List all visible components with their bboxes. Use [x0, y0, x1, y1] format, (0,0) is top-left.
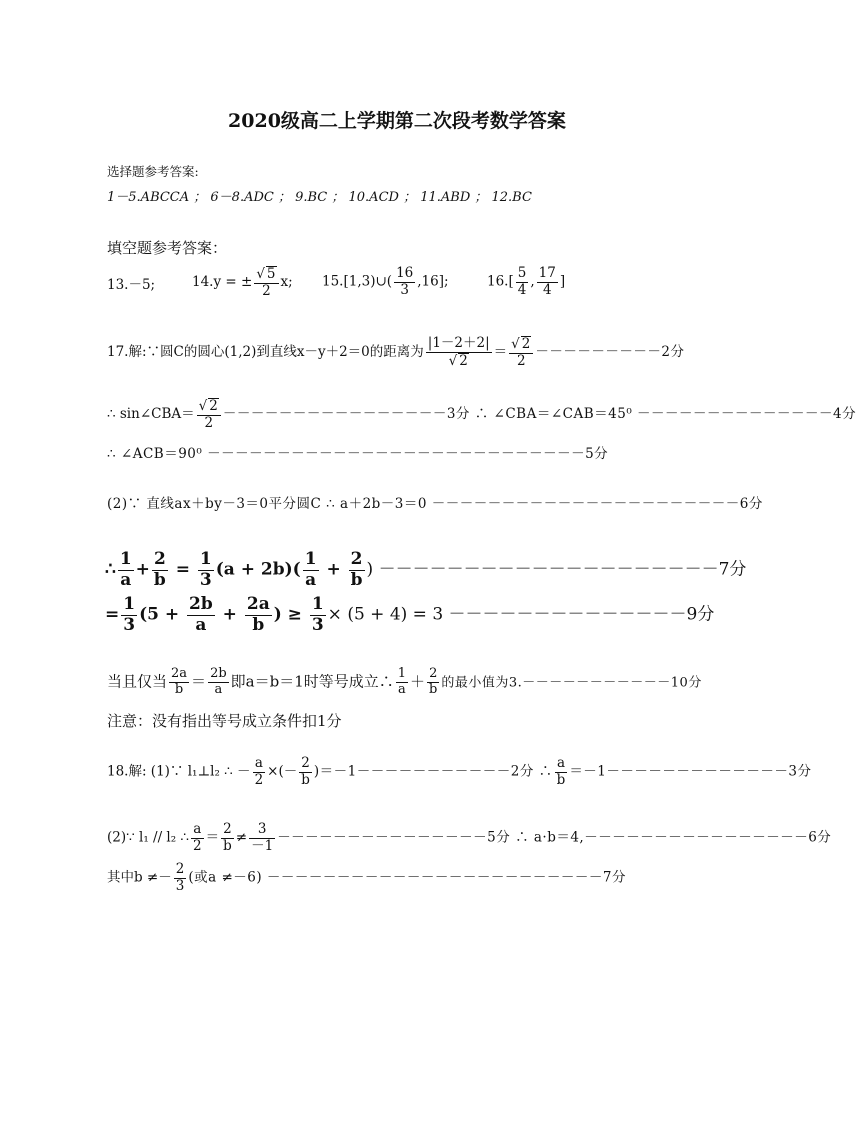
- fill-heading: 填空题参考答案：: [107, 239, 228, 257]
- choice-answers: 1－5.ABCCA ； 6－8.ADC ； 9.BC ； 10.ACD ； 11.ABD ； 12.BC: [107, 190, 532, 205]
- q18-line-3: 其中b ≠－ $\frac{2}{3}$ (或a ≠－6) －－－－－－－－－－－－－－－－－－－－－－－－7分: [107, 861, 626, 894]
- answer-13: 13.－5;: [107, 277, 156, 293]
- q17-line-4: (2)∵ 直线ax＋by－3＝0平分圆C ∴ a＋2b－3＝0 －－－－－－－－－－－－－－－－－－－－－－6分: [107, 496, 763, 512]
- choice-heading: 选择题参考答案:: [107, 164, 199, 179]
- q17-line-5: ∴ $\frac{1}{a}$ + $\frac{2}{b}$ = $\frac{1}{3}$ (a + 2b)( $\frac{1}{a}$ + $\frac{2}{b}$ ) －－－－－－－－－－－－－－－－－－－－7分: [105, 549, 747, 590]
- answer-15: 15.[1,3)∪( $\frac{16}{3}$ ,16];: [322, 265, 449, 298]
- q17-line-2: ∴ sin∠CBA＝ $\frac{√ 2}{2}$ －－－－－－－－－－－－－－－－3分 ∴ ∠CBA＝∠CAB＝45⁰ －－－－－－－－－－－－－－4分: [107, 398, 856, 431]
- q17-line-6: = $\frac{1}{3}$ (5 + $\frac{2b}{a}$ + $\frac{2a}{b}$ ) ≥ $\frac{1}{3}$ × (5 + 4) = 3 －－－－－－－－－－－－－－9分: [105, 594, 715, 635]
- answer-14: 14.y = ± $\frac{√ 5}{2}$ x;: [192, 266, 293, 299]
- q17-line-3: ∴ ∠ACB＝90⁰ －－－－－－－－－－－－－－－－－－－－－－－－－－－5分: [107, 446, 609, 462]
- q18-line-2: (2)∵ l₁ // l₂ ∴ $\frac{a}{2}$ ＝ $\frac{2}{b}$ ≠ $\frac{3}{-1}$ －－－－－－－－－－－－－－－5分 ∴ a·b＝4,－－－－－－－－－－－－－－－－6分: [107, 821, 832, 854]
- q17-note: 注意：没有指出等号成立条件扣1分: [107, 712, 342, 730]
- answer-16: 16.[ $\frac{5}{4}$ , $\frac{17}{4}$ ]: [487, 265, 566, 298]
- q18-line-1: 18.解: (1)∵ l₁⊥l₂ ∴ － $\frac{a}{2}$ ×(－ $\frac{2}{b}$ )＝－1－－－－－－－－－－－2分 ∴ $\frac{a}{b}$ ＝－1－－－－－－－－－－－－－3分: [107, 755, 812, 788]
- q17-line-1: 17.解:∵圆C的圆心(1,2)到直线x－y＋2＝0的距离为 $\frac{|1-2+2|}{√ 2}$ ＝ $\frac{√ 2}{2}$ －－－－－－－－－2分: [107, 335, 685, 369]
- page-title: 2020级高二上学期第二次段考数学答案: [228, 110, 566, 132]
- q17-line-7: 当且仅当 $\frac{2a}{b}$ ＝ $\frac{2b}{a}$ 即a＝b＝1时等号成立∴ $\frac{1}{a}$ ＋ $\frac{2}{b}$ 的最小值为3.－－－－－－－－－－－10分: [107, 666, 702, 697]
